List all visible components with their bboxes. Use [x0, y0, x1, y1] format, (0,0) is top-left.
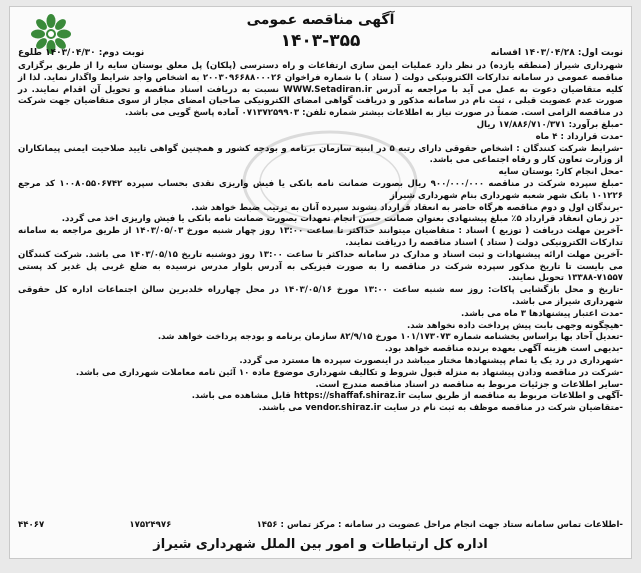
notice-item: -مدت قرارداد : ۴ ماه	[535, 131, 623, 142]
notice-item: -مبلغ سپرده شرکت در مناقصه ۹۰۰/۰۰۰/۰۰۰ ریال بصورت ضمانت نامه بانکی یا فیش واریزی نقدی بحساب سپرده ۱۰۰۸۰۵۵۰۶۷۴۲ کد مرجع ۱۰۱۲۲۶ بانک شهر شعبه شهرداری بنام شهرداری شیراز	[18, 178, 623, 201]
contact-row	[18, 519, 623, 531]
notice-item: -مدت اعتبار پیشنهادها ۳ ماه می باشد.	[461, 308, 623, 319]
second-publication-date: نوبت دوم: ۱۴۰۳/۰۴/۳۰ طلوع	[18, 48, 145, 58]
notice-title: آگهی مناقصه عمومی	[246, 12, 395, 28]
publication-dates	[18, 47, 623, 59]
contact-phone-2: ۴۴۰۶۷	[18, 520, 45, 530]
notice-page	[9, 6, 632, 559]
notice-item: -بدیهی است هزینه آگهی بعهده برنده مناقصه خواهد بود.	[384, 344, 623, 355]
notice-item: -در زمان انعقاد قرارداد ۵٪ مبلغ پیشنهادی بعنوان ضمانت حسن انجام تعهدات بصورت ضمانت نامه بانکی یا فیش واریزی اخذ می گردد.	[61, 214, 623, 225]
notice-footer: اداره کل ارتباطات و امور بین الملل شهرداری شیراز	[153, 537, 488, 552]
notice-item: -سایر اطلاعات و جزئیات مربوط به مناقصه در اسناد مناقصه مندرج است.	[315, 379, 623, 390]
notice-header	[10, 11, 631, 51]
first-publication-date: نوبت اول: ۱۴۰۳/۰۴/۲۸ افسانه	[490, 48, 623, 58]
notice-item: -شرایط شرکت کنندگان : اشخاص حقوقی دارای رتبه ۵ در ابنیه سازمان برنامه و بودجه کشور و همچنین گواهی تایید صلاحیت ایمنی پیمانکاران از وزارت تعاون کار و رفاه اجتماعی می باشد.	[18, 143, 623, 166]
notice-item: -شرکت در مناقصه ودادن پیشنهاد به منزله قبول شروط و تکالیف شهرداری موضوع ماده ۱۰ آئین نامه معاملات شهرداری می باشد.	[75, 367, 623, 378]
notice-item: -آخرین مهلت دریافت ( توزیع ) اسناد : متقاضیان میتوانند حداکثر تا ساعت ۱۳:۰۰ روز چهار شنبه مورخ ۱۴۰۳/۰۵/۰۳ از طریق مراجعه به سامانه تدارکات الکترونیکی دولت ( ستاد ) اسناد مناقصه را دریافت نمایند.	[18, 226, 624, 248]
notice-code: ۱۴۰۳-۳۵۵	[280, 31, 361, 51]
notice-item: -تعدیل آحاد بها براساس بخشنامه شماره ۱۰۱/۱۷۳۰۷۳ مورخ ۸۲/۹/۱۵ سازمان برنامه و بودجه پرداخت خواهد شد.	[157, 332, 623, 343]
notice-item: -محل انجام کار: بوستان سایه	[498, 167, 623, 178]
notice-item: -مبلغ برآورد: ۱۷/۸۸۶/۷۱۰/۳۷۱ ریال	[476, 119, 623, 130]
notice-item: -آگهی و اطلاعات مربوط به مناقصه از طریق سایت https://shaffaf.shiraz.ir قابل مشاهده می باشد.	[191, 391, 623, 402]
notice-item: -هیچگونه وجهی بابت پیش پرداخت داده نخواهد شد.	[407, 320, 623, 331]
notice-item: -برندگان اول و دوم مناقصه هرگاه حاضر به انعقاد قرارداد نشوند سپرده آنان به ترتیب ضبط خواهد شد.	[191, 202, 623, 213]
notice-item: -تاریخ و محل بازگشایی پاکات: روز سه شنبه ساعت ۱۳:۰۰ مورخ ۱۴۰۳/۰۵/۱۶ در محل چهارراه خلدبرین سالن اجتماعات اداره کل حقوقی شهرداری شیراز می باشد.	[18, 285, 624, 307]
notice-body	[18, 61, 623, 415]
notice-item: -متقاضیان شرکت در مناقصه موظف به ثبت نام در سایت vendor.shiraz.ir می باشند.	[258, 403, 623, 414]
notice-intro: شهرداری شیراز (منطقه یازده) در نظر دارد عملیات ایمن سازی ارتفاعات و راه دسترسی (پلکان) پل معلق بوستان سایه را از طریق برگزاری مناقصه عمومی در سامانه تدارکات الکترونیکی دولت ( ستاد ) با شماره فراخوان ۲۰۰۳۰۹۶۶۸۸۰۰۰۲۶ به اشخاص واجد شرایط واگذار نماید. لذا از کلیه متقاضیان دعوت به عمل می آید با مراجعه به آدرس WWW.Setadiran.ir نسبت به دریافت اسناد مناقصه و تحویل آن اقدام نمایند. در صورت عدم عضویت قبلی ، ثبت نام در سامانه مذکور و دریافت گواهی امضای الکترونیکی صاحبان امضای مجاز از سوی متقاضیان جهت شرکت در مناقصه الزامی است. ضمناً در صورت نیاز به اطلاعات بیشتر شماره تلفن: ۰۷۱۳۷۲۵۹۹۰۳ آماده پاسخ گویی می باشد.	[18, 61, 623, 119]
notice-item: -آخرین مهلت ارائه پیشنهادات و ثبت اسناد و مدارک در سامانه حداکثر تا ساعت ۱۳:۰۰ روز دوشنبه تاریخ ۱۴۰۳/۰۵/۱۵ می باشد. شرکت کنندگان می بایست تا تاریخ مذکور سپرده شرکت در مناقصه را به صورت فیزیکی به آدرس بلوار مدرس نرسیده به ضلع غربی پل غدیر کد پستی ۷۱۵۵۷-۱۳۳۸۸ تحویل نمایند.	[18, 249, 624, 284]
contact-phone-1: ۱۷۵۲۴۹۷۶	[129, 520, 172, 530]
contact-label: -اطلاعات تماس سامانه ستاد جهت انجام مراحل عضویت در سامانه : مرکز تماس : ۱۴۵۶	[256, 520, 623, 530]
notice-item: -شهرداری در رد یک یا تمام پیشنهادها مختار میباشد در اینصورت سپرده ها مسترد می گردد.	[239, 355, 623, 366]
